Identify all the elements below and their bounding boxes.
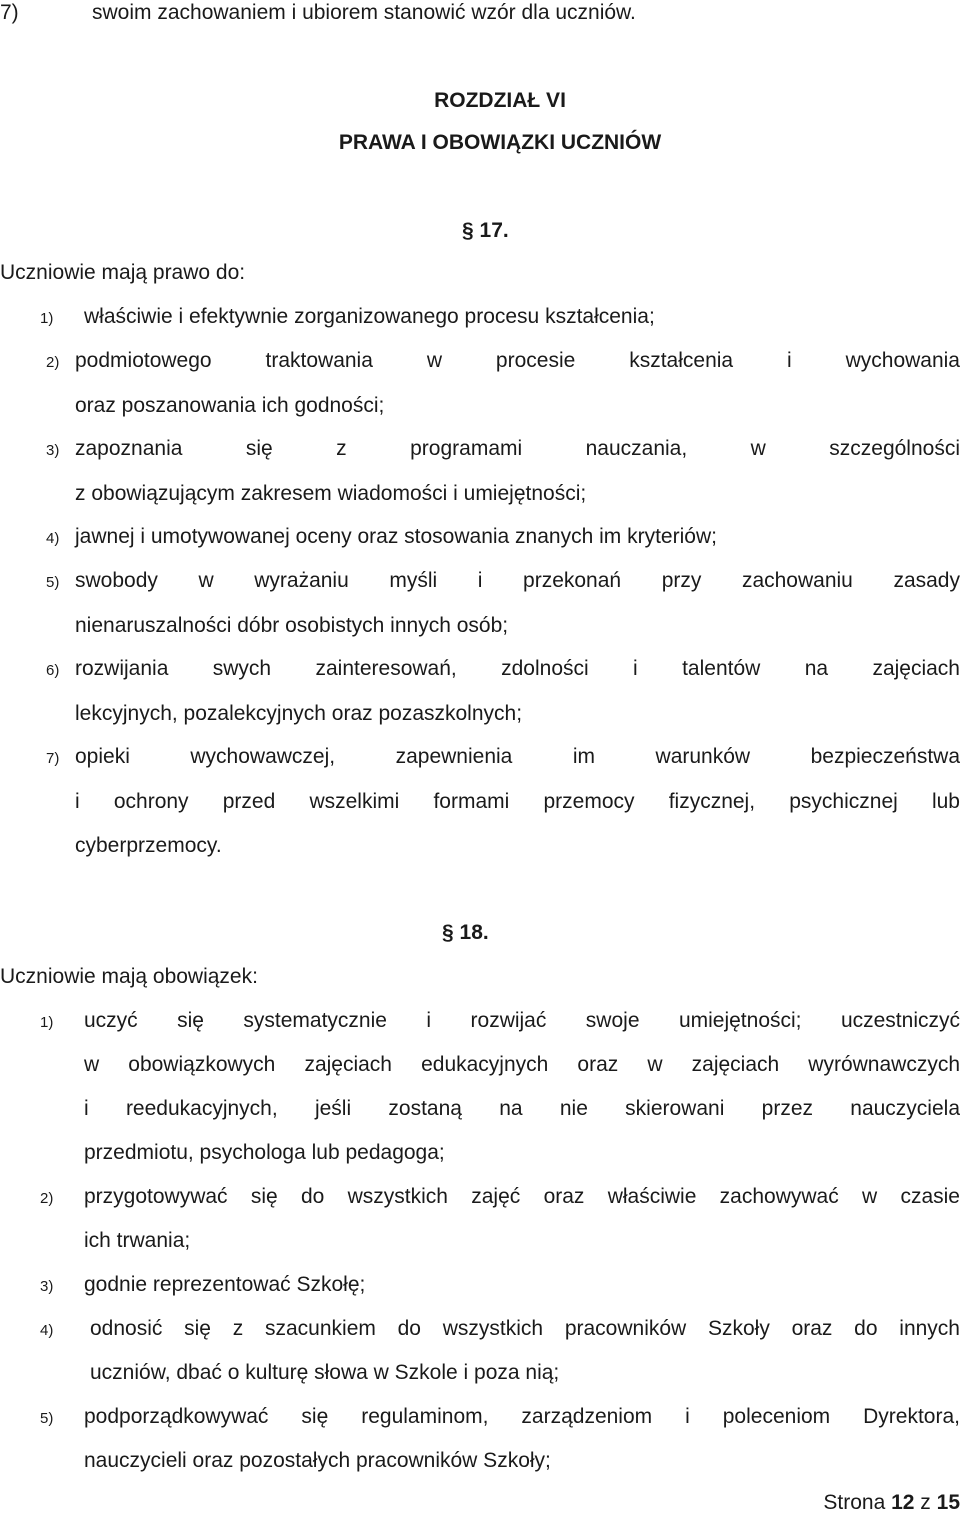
list-item-number: 2) bbox=[46, 354, 60, 371]
list-item-text: podporządkowywać się regulaminom, zarządzeniom i poleceniom Dyrektora, bbox=[84, 1405, 960, 1428]
list-item-text: właściwie i efektywnie zorganizowanego procesu kształcenia; bbox=[84, 305, 655, 328]
chapter-title: ROZDZIAŁ VI bbox=[434, 89, 566, 112]
list-item-text: swobody w wyrażaniu myśli i przekonań przy zachowaniu zasady bbox=[75, 569, 960, 592]
list-item-text: i ochrony przed wszelkimi formami przemocy fizycznej, psychicznej lub bbox=[75, 790, 960, 813]
list-item-text: zapoznania się z programami nauczania, w szczególności bbox=[75, 437, 960, 460]
list-item-number: 2) bbox=[40, 1190, 54, 1207]
prev-item-number: 7) bbox=[0, 1, 19, 24]
section-18-heading: § 18. bbox=[442, 921, 489, 944]
list-item-text: przygotowywać się do wszystkich zajęć oraz właściwie zachowywać w czasie bbox=[84, 1185, 960, 1208]
list-item-number: 5) bbox=[46, 574, 60, 591]
list-item-number: 1) bbox=[40, 1014, 54, 1031]
list-item-number: 6) bbox=[46, 662, 60, 679]
list-item-text: rozwijania swych zainteresowań, zdolności i talentów na zajęciach bbox=[75, 657, 960, 680]
list-item-text: ich trwania; bbox=[84, 1229, 191, 1252]
list-item-text: i reedukacyjnych, jeśli zostaną na nie skierowani przez nauczyciela bbox=[84, 1097, 960, 1120]
list-item-text: w obowiązkowych zajęciach edukacyjnych oraz w zajęciach wyrównawczych bbox=[84, 1053, 960, 1076]
list-item-text: oraz poszanowania ich godności; bbox=[75, 394, 385, 417]
list-item-text: uczniów, dbać o kulturę słowa w Szkole i poza nią; bbox=[90, 1361, 560, 1384]
list-item-number: 4) bbox=[40, 1322, 54, 1339]
list-item-number: 3) bbox=[46, 442, 60, 459]
section-17-heading: § 17. bbox=[462, 219, 509, 242]
list-item-number: 5) bbox=[40, 1410, 54, 1427]
list-item-text: nauczycieli oraz pozostałych pracowników Szkoły; bbox=[84, 1449, 551, 1472]
page-number-total: 15 bbox=[936, 1491, 960, 1513]
list-item-text: opieki wychowawczej, zapewnienia im warunków bezpieczeństwa bbox=[75, 745, 960, 768]
list-item-text: odnosić się z szacunkiem do wszystkich pracowników Szkoły oraz do innych bbox=[90, 1317, 960, 1340]
section-18-intro: Uczniowie mają obowiązek: bbox=[0, 965, 258, 988]
list-item-text: lekcyjnych, pozalekcyjnych oraz pozaszkolnych; bbox=[75, 702, 523, 725]
prev-item-text: swoim zachowaniem i ubiorem stanowić wzór dla uczniów. bbox=[92, 1, 636, 24]
page-number-separator: z bbox=[920, 1491, 931, 1513]
list-item-text: z obowiązującym zakresem wiadomości i umiejętności; bbox=[75, 482, 587, 505]
list-item-text: podmiotowego traktowania w procesie kształcenia i wychowania bbox=[75, 349, 960, 372]
list-item-text: godnie reprezentować Szkołę; bbox=[84, 1273, 366, 1296]
list-item-number: 1) bbox=[40, 310, 54, 327]
list-item-text: uczyć się systematycznie i rozwijać swoje umiejętności; uczestniczyć bbox=[84, 1009, 960, 1032]
list-item-number: 3) bbox=[40, 1278, 54, 1295]
page-number-current: 12 bbox=[891, 1491, 915, 1513]
list-item-text: przedmiotu, psychologa lub pedagoga; bbox=[84, 1141, 445, 1164]
chapter-subtitle: PRAWA I OBOWIĄZKI UCZNIÓW bbox=[338, 131, 662, 154]
list-item-number: 7) bbox=[46, 750, 60, 767]
list-item-text: cyberprzemocy. bbox=[75, 834, 222, 857]
section-17-intro: Uczniowie mają prawo do: bbox=[0, 261, 246, 284]
page-number bbox=[823, 1488, 960, 1513]
list-item-text: nienaruszalności dóbr osobistych innych osób; bbox=[75, 614, 509, 637]
list-item-text: jawnej i umotywowanej oceny oraz stosowania znanych im kryteriów; bbox=[75, 525, 717, 548]
list-item-number: 4) bbox=[46, 530, 60, 547]
page-number-prefix: Strona bbox=[823, 1491, 886, 1513]
